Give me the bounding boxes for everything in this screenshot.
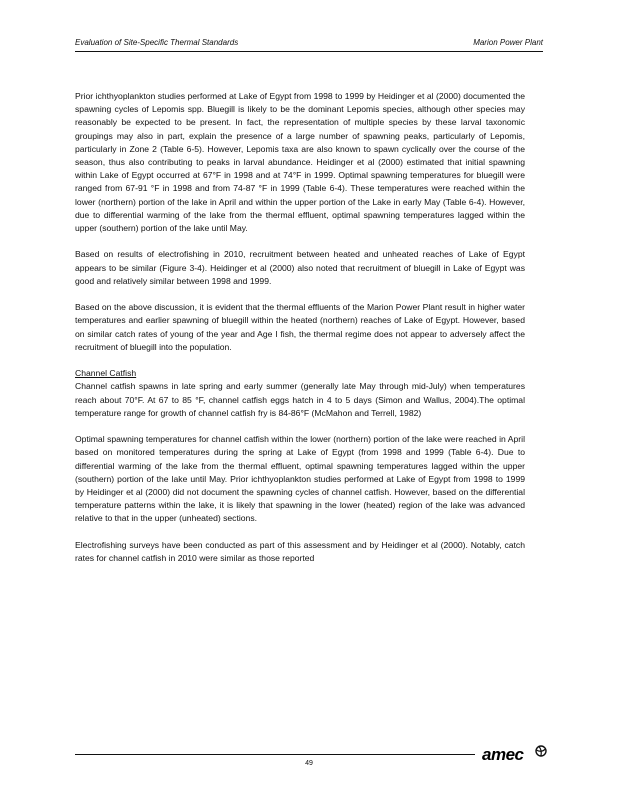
paragraph-catfish-optimal-temperatures: Optimal spawning temperatures for channel catfish within the lower (northern) portion of the lake were reached in April based on monitored temperatures during the spring at Lake of Egypt (from 1998 and 1999 (Table 6-4). Due to differential warming of the lake from the thermal effluent, optimal spawning temperatures lagged within the upper (southern) portion of the lake until May. Prior ichthyoplankton studies performed at Lake of Egypt from 1998 to 1999 by Heidinger et al (2000) did not document the spawning cycles of channel catfish. However, based on the differential temperature patterns within the lake, it is likely that spawning in the lower (heated) region of the lake was advanced relative to that in the upper (unheated) sections.	[75, 434, 525, 524]
paragraph-catfish-electrofishing: Electrofishing surveys have been conducted as part of this assessment and by Heidinger et al (2000). Notably, catch rates for channel catfish in 2010 were similar as those reported	[75, 539, 525, 564]
globe-icon	[536, 746, 546, 756]
paragraph-lepomis-spawning: Prior ichthyoplankton studies performed at Lake of Egypt from 1998 to 1999 by Heidinger et al (2000) documented the spawning cycles of Lepomis spp. Bluegill is likely to be the dominant Lepomis species, although other species may reasonably be expected to be present. In fact, the representation of multiple species by these larval taxonomic groupings may also in part, explain the presence of a large number of spawning peaks, particularly of Lepomis, particularly in Zone 2 (Table 6-5). However, Lepomis taxa are also known to spawn cyclically over the course of the season, thus also contributing to peaks in larval abundance. Heidinger et al (2000) estimated that initial spawning within Lake of Egypt occurred at 67°F in 1998 and at 74°F in 1999. Optimal spawning temperatures for bluegill were ranged from 67-91 °F in 1998 and from 74-87 °F in 1999 (Table 6-4). These temperatures were reached within the lower (northern) portion of the lake in April and within the upper portion of the Lake in early May (Table 6-4). However, due to differential warming of the lake from the thermal effluent, optimal spawning temperatures lagged within the upper (southern) portion of the lake until May.	[75, 91, 525, 234]
header-project-name: Marion Power Plant	[473, 38, 543, 47]
amec-logo-text: amec	[482, 745, 524, 764]
paragraph-electrofishing-recruitment: Based on results of electrofishing in 2010, recruitment between heated and unheated reaches of Lake of Egypt appears to be similar (Figure 3-4). Heidinger et al (2000) also noted that recruitment of bluegill in Lake of Egypt was good and relatively similar between 1998 and 1999.	[75, 249, 525, 286]
header-rule	[75, 51, 543, 52]
footer-rule	[75, 754, 475, 755]
paragraph-thermal-effluent-discussion: Based on the above discussion, it is evident that the thermal effluents of the Marion Power Plant result in higher water temperatures and earlier spawning of bluegill within the heated (northern) reaches of Lake of Egypt. However, based on similar catch rates of young of the year and Age I fish, the thermal regime does not appear to adversely affect the recruitment of bluegill into the population.	[75, 302, 525, 352]
header-document-title: Evaluation of Site-Specific Thermal Standards	[75, 38, 239, 47]
amec-logo	[480, 744, 550, 764]
paragraph-catfish-spawning: Channel catfish spawns in late spring and early summer (generally late May through mid-July) when temperatures reach about 70°F. At 67 to 85 °F, channel catfish eggs hatch in 4 to 5 days (Simon and Wallus, 2004).The optimal temperature range for growth of channel catfish fry is 84-86°F (McMahon and Terrell, 1982)	[75, 381, 525, 418]
channel-catfish-section	[75, 367, 525, 420]
running-header	[75, 38, 543, 50]
page-body	[75, 90, 525, 578]
page-number: 49	[305, 760, 313, 767]
section-heading-channel-catfish: Channel Catfish	[75, 368, 137, 379]
